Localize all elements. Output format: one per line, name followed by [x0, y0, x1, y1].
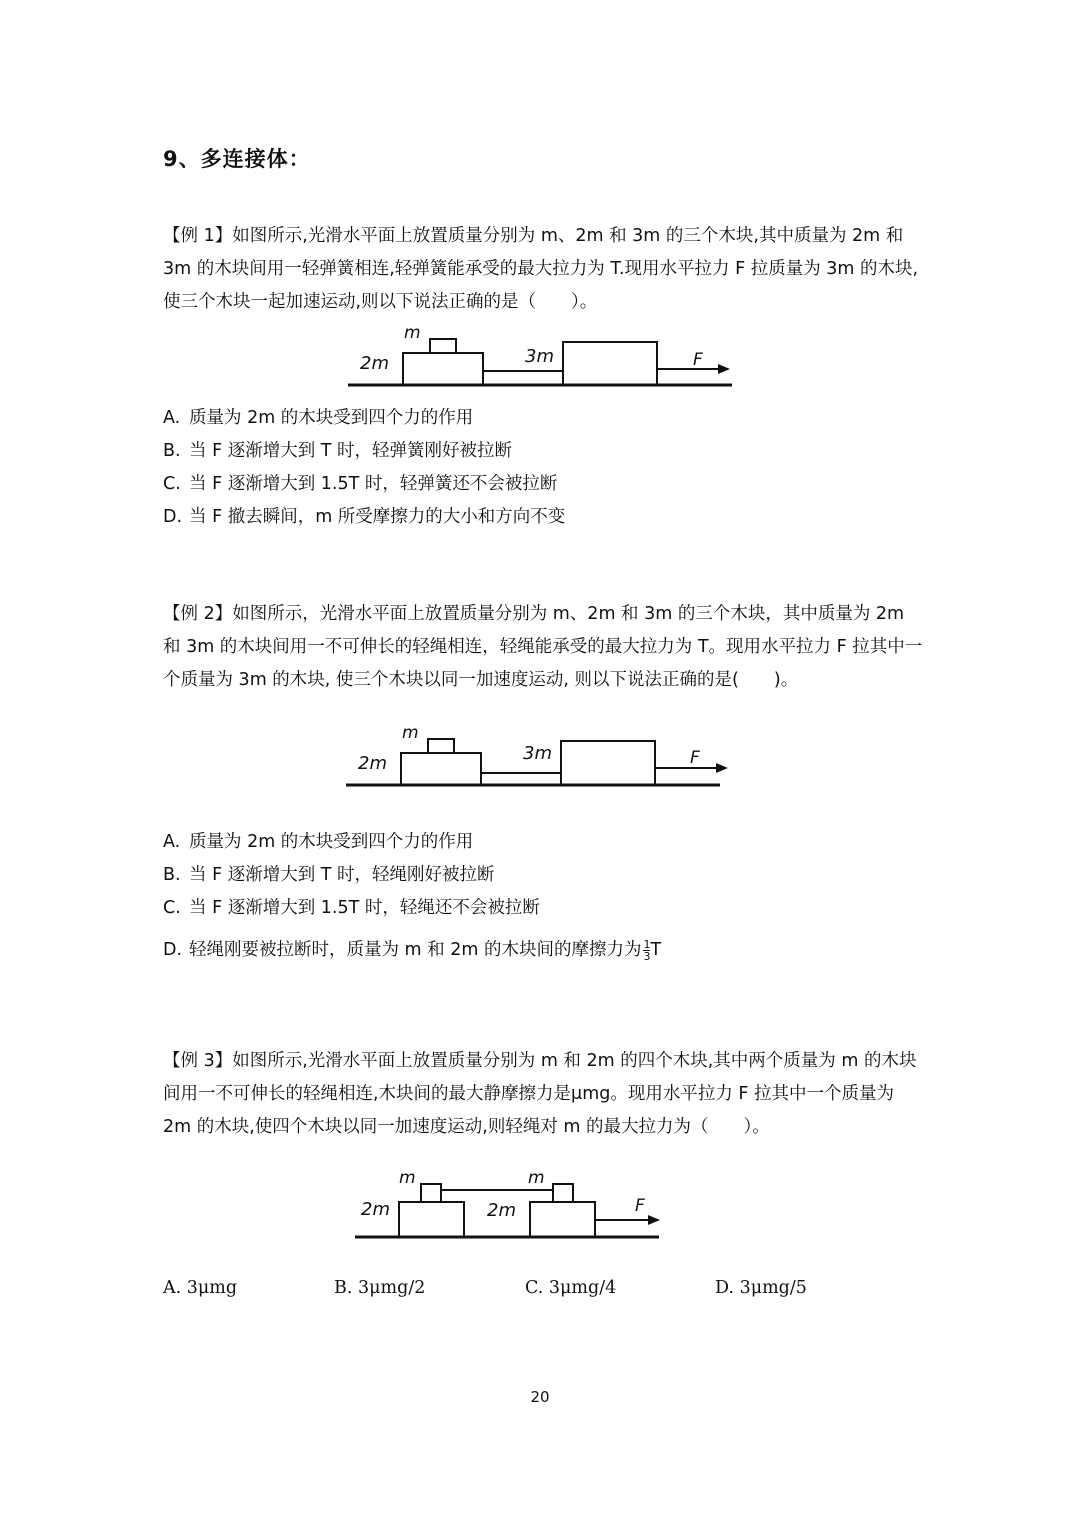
label-3m: 3m	[523, 743, 552, 764]
example-3-figure	[345, 1165, 675, 1245]
option-text: 质量为 2m 的木块受到四个力的作用	[189, 832, 474, 852]
example-2-option-b	[163, 863, 495, 887]
force-arrow-head	[716, 763, 728, 773]
option-text: 3μmg/2	[358, 1278, 426, 1298]
option-text: 质量为 2m 的木块受到四个力的作用	[189, 408, 474, 428]
example-3-option-d	[715, 1278, 807, 1298]
option-label: C.	[525, 1278, 544, 1298]
example-3-option-c	[525, 1278, 616, 1298]
label-3m: 3m	[525, 346, 554, 367]
page-number: 20	[530, 1388, 550, 1406]
option-label: C.	[163, 474, 181, 494]
option-label: A.	[163, 408, 181, 428]
block-m	[428, 739, 454, 753]
example-2-option-c	[163, 896, 540, 920]
label-2m: 2m	[358, 753, 387, 774]
option-label: B.	[163, 865, 181, 885]
label-F: F	[635, 1196, 645, 1216]
fraction-numerator: 1	[643, 937, 651, 951]
option-text: 当 F 撤去瞬间，m 所受摩擦力的大小和方向不变	[189, 507, 566, 527]
section-heading: 9、多连接体：	[163, 147, 311, 171]
option-suffix: T	[650, 940, 662, 960]
label-m-right: m	[528, 1168, 545, 1188]
block-3m	[563, 342, 657, 385]
example-2-figure	[338, 725, 738, 795]
option-label: D.	[163, 507, 183, 527]
force-arrow-head	[648, 1215, 660, 1225]
option-label: A.	[163, 1278, 182, 1298]
example-1-paragraph: 【例 1】如图所示,光滑水平面上放置质量分别为 m、2m 和 3m 的三个木块,其中质量为 2m 和 3m 的木块间用一轻弹簧相连,轻弹簧能承受的最大拉力为 T.现用水平拉力 F 拉质量为 3m 的木块,使三个木块一起加速运动,则以下说法正确的是（ ）。	[163, 226, 919, 312]
block-2m	[403, 353, 483, 385]
option-text: 当 F 逐渐增大到 1.5T 时，轻弹簧还不会被拉断	[189, 474, 558, 494]
example-1-figure	[340, 325, 740, 395]
option-label: D.	[163, 940, 183, 960]
option-text: 3μmg/4	[548, 1278, 617, 1298]
option-text: 3μmg	[186, 1278, 238, 1298]
label-F: F	[690, 748, 700, 768]
force-arrow-head	[718, 364, 730, 374]
label-F: F	[693, 350, 703, 370]
option-label: D.	[715, 1278, 734, 1298]
example-1-option-b	[163, 439, 512, 463]
example-1-option-c	[163, 472, 557, 496]
block-3m	[561, 741, 655, 785]
option-text: 轻绳刚要被拉断时，质量为 m 和 2m 的木块间的摩擦力为	[189, 940, 642, 960]
example-1-option-d	[163, 505, 565, 529]
label-m-left: m	[399, 1168, 416, 1188]
example-2-paragraph: 【例 2】如图所示，光滑水平面上放置质量分别为 m、2m 和 3m 的三个木块，其中质量为 2m 和 3m 的木块间用一不可伸长的轻绳相连，轻绳能承受的最大拉力为 T。现用水平拉力 F 拉其中一个质量为 3m 的木块, 使三个木块以同一加速度运动, 则以下说法正确的是( )。	[163, 604, 923, 690]
block-2m-left	[399, 1202, 464, 1237]
label-m: m	[402, 725, 419, 743]
label-m: m	[404, 325, 421, 343]
option-text: 当 F 逐渐增大到 T 时，轻弹簧刚好被拉断	[189, 441, 513, 461]
block-2m	[401, 753, 481, 785]
option-text: 当 F 逐渐增大到 1.5T 时，轻绳还不会被拉断	[189, 898, 540, 918]
example-1-option-a	[163, 406, 473, 430]
option-label: A.	[163, 832, 181, 852]
label-2m: 2m	[360, 353, 389, 374]
option-text: 3μmg/5	[739, 1278, 807, 1298]
option-text: 当 F 逐渐增大到 T 时，轻绳刚好被拉断	[189, 865, 495, 885]
block-m	[430, 339, 456, 353]
example-3-paragraph: 【例 3】如图所示,光滑水平面上放置质量分别为 m 和 2m 的四个木块,其中两个质量为 m 的木块间用一不可伸长的轻绳相连,木块间的最大静摩擦力是μmg。现用水平拉力 F 拉其中一个质量为 2m 的木块,使四个木块以同一加速度运动,则轻绳对 m 的最大拉力为（ ）。	[163, 1051, 917, 1137]
option-label: B.	[163, 441, 181, 461]
label-2m-right: 2m	[487, 1200, 516, 1221]
example-3-option-b	[334, 1278, 425, 1298]
block-m-left	[421, 1184, 441, 1202]
example-2-option-a	[163, 830, 473, 854]
option-label: C.	[163, 898, 181, 918]
example-3-option-a	[163, 1278, 237, 1298]
option-label: B.	[334, 1278, 353, 1298]
label-2m-left: 2m	[361, 1199, 390, 1220]
block-2m-right	[530, 1202, 595, 1237]
example-2-option-d	[163, 938, 661, 962]
fraction-denominator: 3	[643, 949, 651, 963]
block-m-right	[553, 1184, 573, 1202]
